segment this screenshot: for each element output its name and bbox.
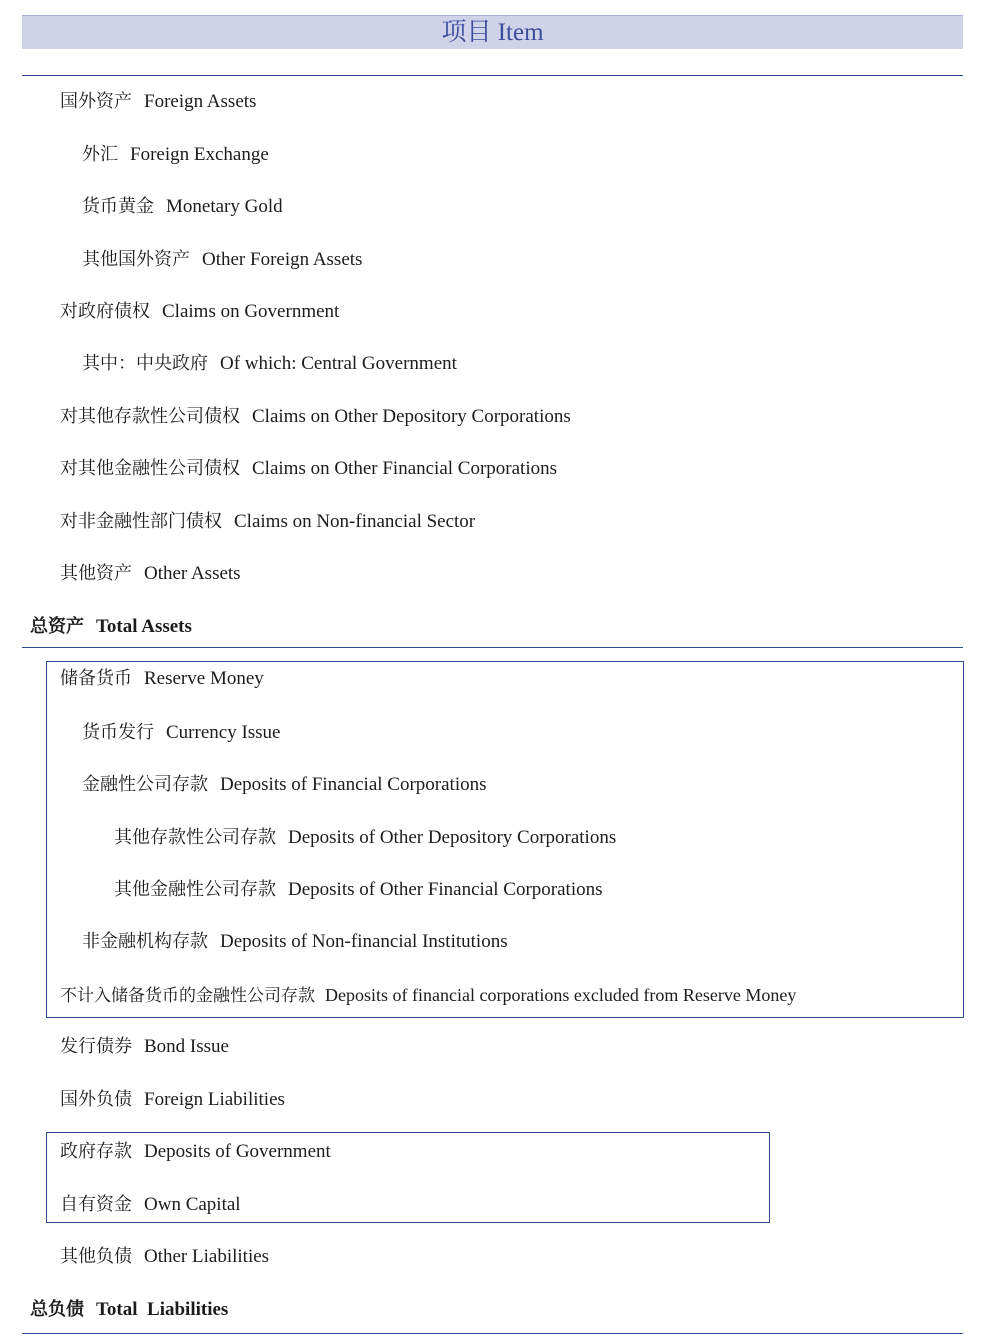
row-claims-on-government: 对政府债权 Claims on Government (60, 301, 340, 322)
row-foreign-assets: 国外资产 Foreign Assets (60, 91, 257, 112)
row-deposits-government: 政府存款 Deposits of Government (60, 1141, 331, 1162)
assets-divider (22, 647, 963, 648)
row-total-liabilities: 总负债 Total Liabilities (30, 1299, 229, 1320)
row-other-assets: 其他资产 Other Assets (60, 563, 241, 584)
row-deposits-non-financial: 非金融机构存款 Deposits of Non-financial Institutions (82, 931, 508, 952)
row-reserve-money: 储备货币 Reserve Money (60, 668, 264, 689)
header-divider (22, 75, 963, 76)
row-deposits-other-financial: 其他金融性公司存款 Deposits of Other Financial Corporations (114, 879, 603, 900)
table-header-title: 项目 Item (441, 19, 544, 46)
row-central-government: 其中：中央政府 Of which: Central Government (82, 353, 457, 374)
table-header-bar (22, 15, 963, 49)
row-claims-other-financial: 对其他金融性公司债权 Claims on Other Financial Corporations (60, 458, 558, 479)
row-currency-issue: 货币发行 Currency Issue (82, 722, 281, 743)
row-bond-issue: 发行债券 Bond Issue (60, 1036, 229, 1057)
row-own-capital: 自有资金 Own Capital (60, 1194, 241, 1215)
row-monetary-gold: 货币黄金 Monetary Gold (82, 196, 283, 217)
row-deposits-excluded: 不计入储备货币的金融性公司存款 Deposits of financial corporations excluded from Reserve Money (60, 985, 797, 1006)
row-foreign-liabilities: 国外负债 Foreign Liabilities (60, 1089, 285, 1110)
row-foreign-exchange: 外汇 Foreign Exchange (82, 144, 269, 165)
row-other-foreign-assets: 其他国外资产 Other Foreign Assets (82, 249, 363, 270)
row-claims-other-depository: 对其他存款性公司债权 Claims on Other Depository Corporations (60, 406, 571, 427)
row-total-assets: 总资产 Total Assets (30, 616, 192, 637)
row-deposits-other-depository: 其他存款性公司存款 Deposits of Other Depository Corporations (114, 827, 617, 848)
row-claims-non-financial: 对非金融性部门债权 Claims on Non-financial Sector (60, 511, 476, 532)
row-other-liabilities: 其他负债 Other Liabilities (60, 1246, 270, 1267)
row-deposits-financial: 金融性公司存款 Deposits of Financial Corporations (82, 774, 487, 795)
bottom-divider (22, 1333, 963, 1334)
